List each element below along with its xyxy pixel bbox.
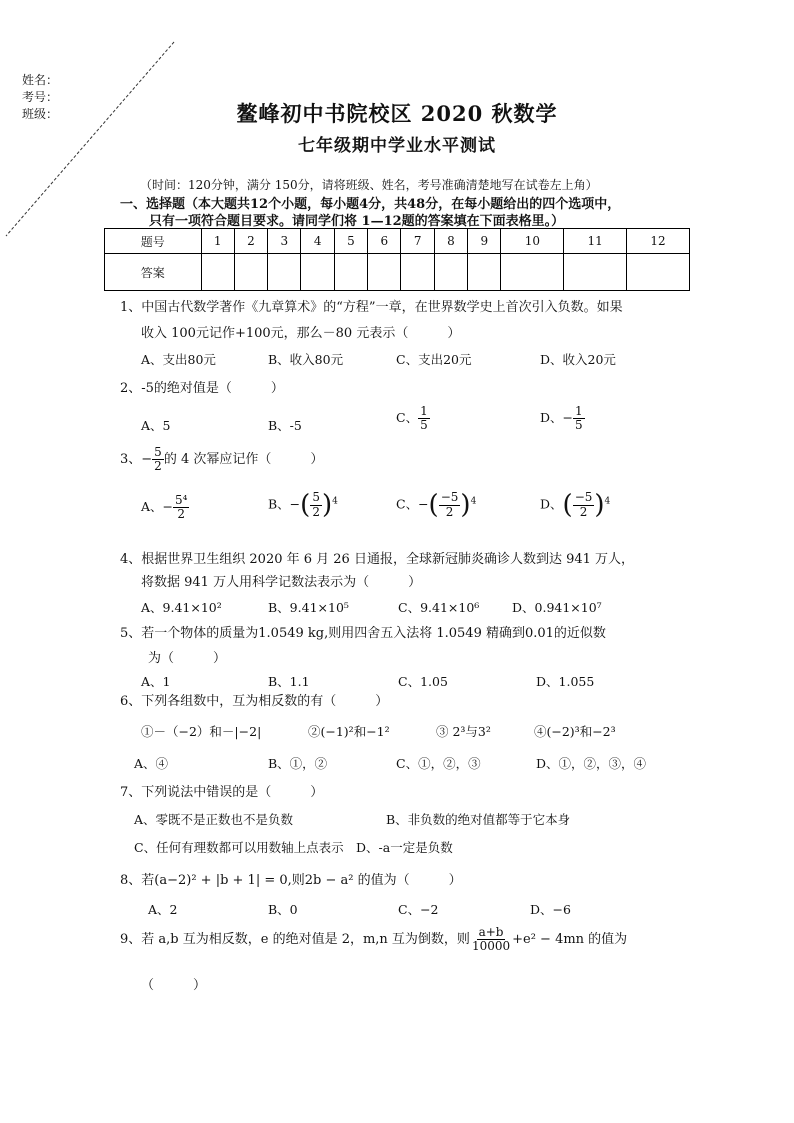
question-7-option-d: D、-a一定是负数 [356,840,453,855]
answer-table-header-number: 题号 [105,229,202,254]
option-label: D、 [540,496,563,512]
question-8-stem: 8、若(a−2)² + |b + 1| = 0,则2b − a² 的值为（ ） [120,873,462,888]
question-5-line1: 5、若一个物体的质量为1.0549 kg,则用四舍五入法将 1.0549 精确到0.01的近似数 [120,626,606,641]
numerator: −5 [440,490,459,505]
answer-cell[interactable] [468,254,501,291]
section-heading-line1: 一、选择题（本大题共12个小题，每小题4分，共48分，在每小题给出的四个选项中， [120,197,621,212]
stem-prefix: 9、若 a,b 互为相反数，e 的绝对值是 2，m,n 互为倒数，则 [120,932,470,948]
option-label: C、− [396,496,429,512]
question-6-stem: 6、下列各组数中，互为相反数的有（ ） [120,694,389,709]
question-2-option-d [540,405,585,432]
option-label: D、− [540,410,573,426]
answer-table-number: 6 [368,229,401,254]
question-7-option-c: C、任何有理数都可以用数轴上点表示 [134,840,344,855]
fraction [573,491,595,518]
question-8-option-b: B、0 [268,902,298,917]
question-1-option-a: A、支出80元 [141,352,216,367]
denominator: 5 [420,418,428,433]
fraction [573,405,585,432]
question-5-option-b: B、1.1 [268,674,310,689]
question-3-option-d: D、( $\frac{-5}{2}$ )$^4$ [540,490,611,520]
question-5-option-c: C、1.05 [398,674,448,689]
denominator: 5 [575,418,583,433]
answer-cell[interactable] [401,254,434,291]
denominator: 2 [177,507,186,522]
answer-cell[interactable] [368,254,401,291]
numerator: 1 [420,404,428,418]
stem-suffix: 的 4 次幂应记作（ ） [163,452,324,468]
question-8-option-c: C、−2 [398,902,439,917]
answer-table-number: 8 [434,229,467,254]
exam-instructions: （时间：120分钟，满分 150分，请将班级、姓名，考号准确清楚地写在试卷左上角） [140,178,598,192]
question-1-option-d: D、收入20元 [540,352,616,367]
page-title: 鳌峰初中书院校区 2020 秋数学 [236,101,558,126]
question-1-option-c: C、支出20元 [396,352,472,367]
exponent: 4 [604,496,611,507]
question-2-option-b: B、-5 [268,418,302,433]
question-6-item-2: ②(−1)²和−1² [308,724,390,739]
numerator: 5 [154,445,162,459]
answer-cell[interactable] [501,254,564,291]
fraction [152,446,164,473]
question-5-option-a: A、1 [141,674,171,689]
answer-cell[interactable] [627,254,690,291]
question-3-option-a [141,494,189,521]
question-4-option-c: C、9.41×10⁶ [398,600,480,615]
question-6-item-4: ④(−2)³和−2³ [534,724,616,739]
answer-cell[interactable] [434,254,467,291]
option-label: A、− [141,499,174,515]
question-3-stem [120,446,323,473]
answer-table-number: 4 [301,229,334,254]
question-5-option-d: D、1.055 [536,674,595,689]
denominator: 2 [579,504,588,519]
stem-suffix: +e² − 4mn 的值为 [512,932,628,948]
class-label: 班级： [22,107,59,121]
question-6-item-1: ①－（−2）和－|−2| [141,724,262,739]
question-3-option-b: B、−( $\frac{5}{2}$ )$^4$ [268,490,338,520]
answer-table-header-answer: 答案 [105,254,202,291]
answer-table-number: 10 [501,229,564,254]
question-1-line1: 1、中国古代数学著作《九章算术》的“方程”一章，在世界数学史上首次引入负数。如果 [120,300,623,315]
answer-table-number-row [105,229,690,254]
answer-table [104,228,690,291]
question-4-option-b: B、9.41×10⁵ [268,600,349,615]
question-7-stem: 7、下列说法中错误的是（ ） [120,785,324,800]
numerator: 5⁴ [175,493,188,507]
answer-table-number: 11 [564,229,627,254]
numerator: 5 [312,490,320,505]
answer-table-number: 12 [627,229,690,254]
answer-cell[interactable] [301,254,334,291]
question-1-option-b: B、收入80元 [268,352,344,367]
answer-table-number: 2 [234,229,267,254]
fraction [439,491,461,518]
option-label: B、− [268,496,301,512]
answer-cell[interactable] [234,254,267,291]
question-6-option-a: A、④ [134,756,169,771]
question-5-line2: 为（ ） [148,651,227,666]
question-7-option-a: A、零既不是正数也不是负数 [134,812,294,827]
answer-cell[interactable] [268,254,301,291]
fraction [470,926,512,953]
name-label: 姓名： [22,73,59,87]
fraction [310,491,322,518]
numerator: 1 [575,404,583,418]
option-label: C、 [396,410,419,426]
question-2-stem: 2、-5的绝对值是（ ） [120,381,284,396]
denominator: 2 [445,504,454,519]
exponent: 4 [332,496,338,507]
question-6-item-3: ③ 2³与3² [436,724,491,739]
question-1-line2: 收入 100元记作+100元，那么－80 元表示（ ） [141,326,461,341]
question-6-option-d: D、①，②，③，④ [536,756,647,771]
question-4-line1: 4、根据世界卫生组织 2020 年 6 月 26 日通报，全球新冠肺炎确诊人数到达 941 万人， [120,552,635,567]
answer-table-number: 3 [268,229,301,254]
denominator: 10000 [471,939,511,954]
fraction [418,405,430,432]
page-subtitle: 七年级期中学业水平测试 [298,136,496,156]
question-4-option-d: D、0.941×10⁷ [512,600,602,615]
answer-table-number: 7 [401,229,434,254]
question-2-option-c [396,405,430,432]
fraction [173,494,189,521]
answer-cell[interactable] [334,254,367,291]
question-6-option-b: B、①，② [268,756,328,771]
exponent: 4 [470,496,477,507]
question-7-option-b: B、非负数的绝对值都等于它本身 [386,812,571,827]
stem-prefix: 3、− [120,452,153,468]
question-8-option-a: A、2 [148,902,178,917]
question-9-stem [120,926,627,953]
denominator: 2 [154,459,162,474]
answer-table-number: 5 [334,229,367,254]
denominator: 2 [312,504,320,519]
question-6-option-c: C、①，②，③ [396,756,481,771]
question-8-option-d: D、−6 [530,902,571,917]
answer-table-answer-row [105,254,690,291]
answer-cell[interactable] [201,254,234,291]
answer-table-number: 9 [468,229,501,254]
answer-cell[interactable] [564,254,627,291]
numerator: −5 [574,490,593,505]
numerator: a+b [478,925,504,939]
section-heading-line2: 只有一项符合题目要求。请同学们将 1—12题的答案填在下面表格里。） [149,214,565,229]
question-4-option-a: A、9.41×10² [141,600,222,615]
question-2-option-a: A、5 [141,418,171,433]
question-3-option-c: C、−( $\frac{-5}{2}$ )$^4$ [396,490,477,520]
answer-table-number: 1 [201,229,234,254]
exam-number-label: 考号： [22,90,59,104]
question-4-line2: 将数据 941 万人用科学记数法表示为（ ） [141,575,422,590]
question-9-answer-blank: （ ） [141,978,207,993]
